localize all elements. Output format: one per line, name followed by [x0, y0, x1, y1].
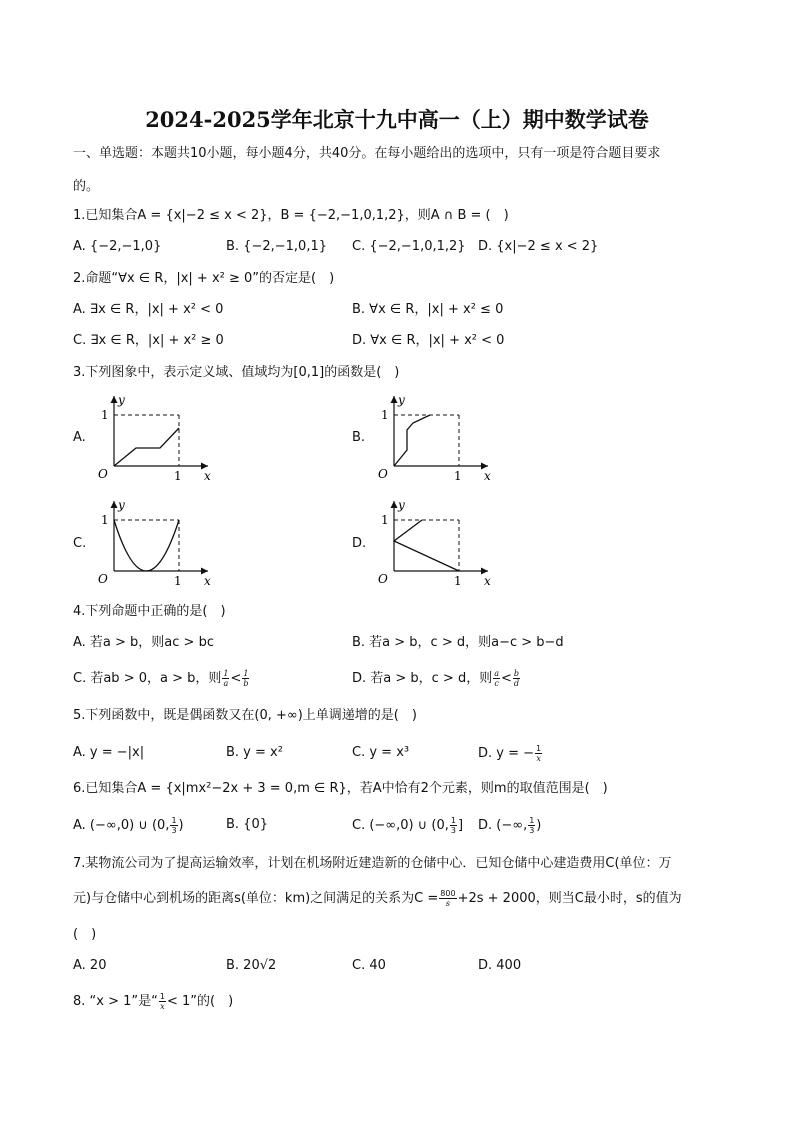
q3-option-d-label: D. [352, 536, 367, 551]
q3-graph-d [370, 495, 500, 590]
q4-option-d [352, 669, 521, 688]
function-curve [394, 520, 459, 571]
denominator: 3 [529, 826, 535, 835]
numerator: 1 [450, 816, 456, 825]
q3-option-b-label: B. [352, 430, 366, 445]
x-one-label: 1 [174, 469, 182, 483]
q7-line3: ( ) [73, 927, 97, 942]
y-label: y [398, 393, 405, 407]
y-label: y [118, 498, 125, 512]
y-label: y [398, 498, 405, 512]
q8-stem-rest: < 1”的( ) [166, 994, 234, 1009]
numerator: 1 [159, 992, 165, 1001]
q1-option-d: D. {x|−2 ≤ x < 2} [478, 239, 599, 254]
denominator: s [445, 899, 450, 908]
q1-option-c: C. {−2,−1,0,1,2} [352, 239, 466, 254]
q3-graph-a [90, 390, 220, 485]
numerator: 1 [171, 816, 177, 825]
q2-option-b: B. ∀x ∈ R，|x| + x² ≤ 0 [352, 302, 504, 317]
y-one-label: 1 [101, 408, 109, 422]
q7-line1: 7.某物流公司为了提高运输效率，计划在机场附近建造新的仓储中心．已知仓储中心建造费用C(单位：万 [73, 856, 672, 871]
x-label: x [204, 574, 211, 588]
y-label: y [118, 393, 125, 407]
function-curve [114, 520, 179, 571]
q5-option-d [478, 744, 543, 763]
q5-option-c: C. y = x³ [352, 745, 410, 760]
fraction [450, 816, 457, 835]
q6-option-a-text: A. (−∞,0) ∪ (0, [73, 818, 170, 833]
operator: < [501, 671, 512, 686]
q1-option-a: A. {−2,−1,0} [73, 239, 162, 254]
q7-option-b: B. 20√2 [226, 958, 277, 973]
x-label: x [484, 469, 491, 483]
q6-option-d-text: D. (−∞, [478, 818, 528, 833]
q3-stem: 3.下列图象中，表示定义域、值域均为[0,1]的函数是( ) [73, 365, 400, 380]
q2-option-a: A. ∃x ∈ R，|x| + x² < 0 [73, 302, 224, 317]
page-title: 2024-2025学年北京十九中高一（上）期中数学试卷 [145, 107, 649, 132]
bracket: ) [178, 818, 184, 833]
fraction [159, 992, 166, 1011]
y-one-label: 1 [381, 408, 389, 422]
origin-label: O [378, 467, 388, 481]
q3-graph-b [370, 390, 500, 485]
q2-stem: 2.命题“∀x ∈ R，|x| + x² ≥ 0”的否定是( ) [73, 271, 335, 286]
x-one-label: 1 [454, 574, 462, 588]
fraction [513, 669, 520, 688]
function-curve [114, 428, 179, 466]
operator: < [230, 671, 242, 686]
x-label: x [204, 469, 211, 483]
denominator: 3 [171, 826, 177, 835]
q4-option-a: A. 若a > b，则ac > bc [73, 635, 214, 650]
section-heading: 一、单选题：本题共10小题，每小题4分，共40分。在每小题给出的选项中，只有一项是符合题目要求 [73, 146, 661, 161]
origin-label: O [378, 572, 388, 586]
origin-label: O [98, 572, 108, 586]
q7-option-c: C. 40 [352, 958, 386, 973]
fraction [222, 669, 229, 688]
fraction [493, 669, 500, 688]
origin-label: O [98, 467, 108, 481]
numerator: a [494, 669, 499, 678]
q5-option-d-text: D. y = − [478, 746, 535, 761]
q4-option-d-text: D. 若a > b，c > d，则 [352, 671, 493, 686]
denominator: a [223, 679, 229, 688]
q6-option-c [352, 816, 463, 835]
q5-stem: 5.下列函数中，既是偶函数又在(0, +∞)上单调递增的是( ) [73, 708, 417, 723]
q7-option-a: A. 20 [73, 958, 107, 973]
denominator: d [513, 679, 520, 688]
denominator: c [494, 679, 499, 688]
q6-option-a [73, 816, 184, 835]
denominator: b [243, 679, 249, 688]
q2-option-c: C. ∃x ∈ R，|x| + x² ≥ 0 [73, 333, 224, 348]
y-one-label: 1 [101, 513, 109, 527]
numerator: 1 [243, 669, 249, 678]
denominator: x [536, 754, 541, 763]
q5-option-a: A. y = −|x| [73, 745, 145, 760]
q1-stem: 1.已知集合A = {x|−2 ≤ x < 2}，B = {−2,−1,0,1,2}，则A ∩ B = ( ) [73, 208, 509, 223]
bracket: ) [536, 818, 542, 833]
q7-option-d: D. 400 [478, 958, 522, 973]
fraction [535, 744, 542, 763]
q7-line2-text: 元)与仓储中心到机场的距离s(单位：km)之间满足的关系为C = [73, 891, 439, 906]
numerator: 800 [440, 889, 456, 898]
q4-option-c [73, 669, 250, 688]
q6-option-b: B. {0} [226, 817, 268, 832]
q4-stem: 4.下列命题中正确的是( ) [73, 604, 226, 619]
q6-option-c-text: C. (−∞,0) ∪ (0, [352, 818, 449, 833]
q7-line2-rest: +2s + 2000，则当C最小时，s的值为 [457, 891, 682, 906]
q3-option-c-label: C. [73, 536, 87, 551]
x-one-label: 1 [174, 574, 182, 588]
y-one-label: 1 [381, 513, 389, 527]
fraction [242, 669, 249, 688]
q6-stem: 6.已知集合A = {x|mx²−2x + 3 = 0,m ∈ R}，若A中恰有2个元素，则m的取值范围是( ) [73, 781, 608, 796]
q5-option-b: B. y = x² [226, 745, 283, 760]
q2-option-d: D. ∀x ∈ R，|x| + x² < 0 [352, 333, 505, 348]
q8-stem [73, 992, 233, 1011]
denominator: 3 [450, 826, 456, 835]
bracket: ] [457, 818, 464, 833]
numerator: 1 [223, 669, 229, 678]
section-heading-cont: 的。 [73, 179, 100, 194]
q7-line2 [73, 889, 682, 908]
x-one-label: 1 [454, 469, 462, 483]
q3-graph-c [90, 495, 220, 590]
q8-stem-text: 8. “x > 1”是“ [73, 994, 158, 1009]
q4-option-b: B. 若a > b，c > d，则a−c > b−d [352, 635, 564, 650]
x-label: x [484, 574, 491, 588]
q1-option-b: B. {−2,−1,0,1} [226, 239, 327, 254]
numerator: b [513, 669, 520, 678]
numerator: 1 [529, 816, 535, 825]
fraction [528, 816, 535, 835]
denominator: x [160, 1002, 165, 1011]
q4-option-c-text: C. 若ab > 0，a > b，则 [73, 671, 222, 686]
fraction [439, 889, 456, 908]
q3-option-a-label: A. [73, 430, 86, 445]
numerator: 1 [536, 744, 542, 753]
function-curve [394, 415, 430, 466]
fraction [170, 816, 177, 835]
q6-option-d [478, 816, 541, 835]
